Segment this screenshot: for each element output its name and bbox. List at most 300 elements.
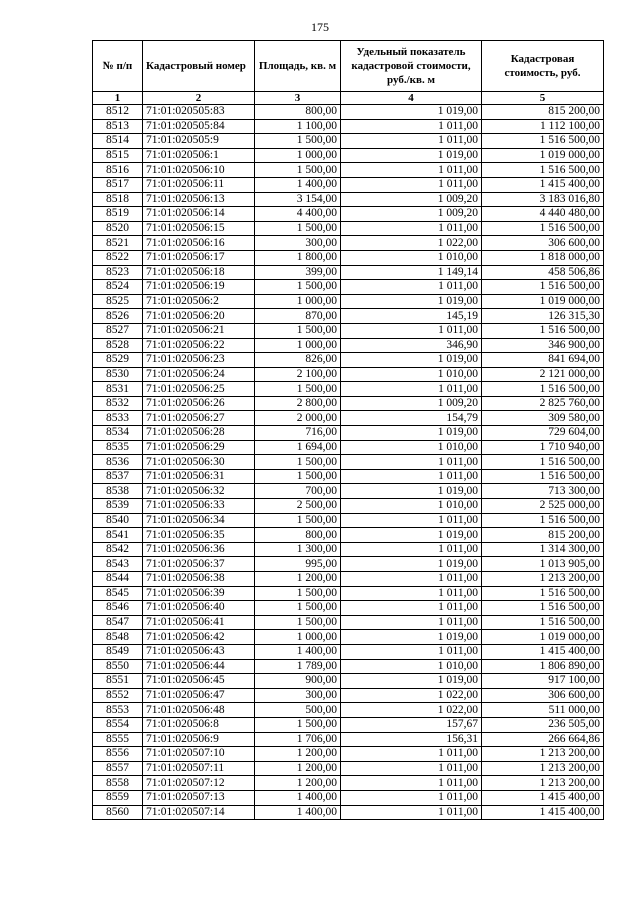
- cadastral-number: 71:01:020506:48: [143, 703, 255, 718]
- row-number: 8528: [93, 338, 143, 353]
- table-row: [93, 499, 604, 514]
- unit-value: 1 011,00: [341, 790, 482, 805]
- row-number: 8538: [93, 484, 143, 499]
- cadastral-value: 1 019 000,00: [482, 630, 604, 645]
- row-number: 8549: [93, 644, 143, 659]
- unit-value: 1 011,00: [341, 644, 482, 659]
- area-value: 1 000,00: [255, 630, 341, 645]
- row-number: 8529: [93, 353, 143, 368]
- cadastral-number: 71:01:020506:45: [143, 674, 255, 689]
- column-index: 3: [255, 92, 341, 105]
- row-number: 8550: [93, 659, 143, 674]
- cadastral-value: 1 806 890,00: [482, 659, 604, 674]
- column-index: 4: [341, 92, 482, 105]
- cadastral-number: 71:01:020506:16: [143, 236, 255, 251]
- area-value: 716,00: [255, 426, 341, 441]
- area-value: 1 200,00: [255, 776, 341, 791]
- unit-value: 1 011,00: [341, 163, 482, 178]
- unit-value: 1 011,00: [341, 177, 482, 192]
- area-value: 2 000,00: [255, 411, 341, 426]
- cadastral-number: 71:01:020506:15: [143, 221, 255, 236]
- cadastral-number: 71:01:020506:10: [143, 163, 255, 178]
- area-value: 1 500,00: [255, 280, 341, 295]
- unit-value: 1 011,00: [341, 323, 482, 338]
- unit-value: 145,19: [341, 309, 482, 324]
- row-number: 8558: [93, 776, 143, 791]
- table-row: [93, 747, 604, 762]
- row-number: 8513: [93, 119, 143, 134]
- row-number: 8520: [93, 221, 143, 236]
- cadastral-number: 71:01:020507:10: [143, 747, 255, 762]
- row-number: 8554: [93, 717, 143, 732]
- cadastral-number: 71:01:020506:44: [143, 659, 255, 674]
- table-row: [93, 396, 604, 411]
- cadastral-value: 1 516 500,00: [482, 586, 604, 601]
- row-number: 8537: [93, 469, 143, 484]
- cadastral-value: 917 100,00: [482, 674, 604, 689]
- unit-value: 157,67: [341, 717, 482, 732]
- table-row: [93, 382, 604, 397]
- area-value: 1 500,00: [255, 469, 341, 484]
- table-row: [93, 367, 604, 382]
- cadastral-value: 1 415 400,00: [482, 644, 604, 659]
- unit-value: 1 011,00: [341, 280, 482, 295]
- unit-value: 1 010,00: [341, 367, 482, 382]
- cadastral-number: 71:01:020506:38: [143, 572, 255, 587]
- row-number: 8544: [93, 572, 143, 587]
- table-body: [93, 105, 604, 820]
- cadastral-value: 713 300,00: [482, 484, 604, 499]
- area-value: 995,00: [255, 557, 341, 572]
- unit-value: 1 011,00: [341, 513, 482, 528]
- area-value: 800,00: [255, 105, 341, 120]
- unit-value: 346,90: [341, 338, 482, 353]
- area-value: 2 100,00: [255, 367, 341, 382]
- row-number: 8512: [93, 105, 143, 120]
- unit-value: 1 019,00: [341, 294, 482, 309]
- unit-value: 156,31: [341, 732, 482, 747]
- row-number: 8518: [93, 192, 143, 207]
- row-number: 8534: [93, 426, 143, 441]
- cadastral-value: 309 580,00: [482, 411, 604, 426]
- table-row: [93, 177, 604, 192]
- table-row: [93, 148, 604, 163]
- unit-value: 1 011,00: [341, 615, 482, 630]
- cadastral-value: 1 516 500,00: [482, 221, 604, 236]
- row-number: 8552: [93, 688, 143, 703]
- area-value: 2 500,00: [255, 499, 341, 514]
- table-row: [93, 134, 604, 149]
- cadastral-number: 71:01:020506:35: [143, 528, 255, 543]
- area-value: 300,00: [255, 236, 341, 251]
- cadastral-number: 71:01:020505:9: [143, 134, 255, 149]
- cadastral-value: 1 516 500,00: [482, 513, 604, 528]
- cadastral-number: 71:01:020506:8: [143, 717, 255, 732]
- table-row: [93, 717, 604, 732]
- table-row: [93, 469, 604, 484]
- cadastral-number: 71:01:020506:18: [143, 265, 255, 280]
- cadastral-number: 71:01:020506:17: [143, 250, 255, 265]
- area-value: 1 000,00: [255, 148, 341, 163]
- cadastral-value: 2 525 000,00: [482, 499, 604, 514]
- page-number: 175: [311, 20, 329, 34]
- table-row: [93, 703, 604, 718]
- cadastral-number: 71:01:020507:12: [143, 776, 255, 791]
- unit-value: 1 011,00: [341, 805, 482, 820]
- cadastral-value: 1 516 500,00: [482, 382, 604, 397]
- cadastral-value: 1 019 000,00: [482, 148, 604, 163]
- cadastral-value: 1 314 300,00: [482, 542, 604, 557]
- unit-value: 1 011,00: [341, 586, 482, 601]
- table-row: [93, 615, 604, 630]
- area-value: 1 694,00: [255, 440, 341, 455]
- row-number: 8555: [93, 732, 143, 747]
- row-number: 8541: [93, 528, 143, 543]
- unit-value: 1 011,00: [341, 134, 482, 149]
- cadastral-value: 1 516 500,00: [482, 469, 604, 484]
- column-index: 1: [93, 92, 143, 105]
- row-number: 8546: [93, 601, 143, 616]
- area-value: 1 789,00: [255, 659, 341, 674]
- unit-value: 1 009,20: [341, 396, 482, 411]
- cadastral-value: 2 121 000,00: [482, 367, 604, 382]
- area-value: 1 500,00: [255, 134, 341, 149]
- area-value: 1 300,00: [255, 542, 341, 557]
- column-index-row: [93, 92, 604, 105]
- table-row: [93, 484, 604, 499]
- unit-value: 1 019,00: [341, 528, 482, 543]
- row-number: 8535: [93, 440, 143, 455]
- area-value: 3 154,00: [255, 192, 341, 207]
- cadastral-number: 71:01:020506:36: [143, 542, 255, 557]
- area-value: 399,00: [255, 265, 341, 280]
- row-number: 8532: [93, 396, 143, 411]
- cadastral-number: 71:01:020506:43: [143, 644, 255, 659]
- area-value: 1 400,00: [255, 644, 341, 659]
- unit-value: 1 011,00: [341, 601, 482, 616]
- table-row: [93, 601, 604, 616]
- cadastral-number: 71:01:020506:2: [143, 294, 255, 309]
- cadastral-value: 458 506,86: [482, 265, 604, 280]
- unit-value: 1 022,00: [341, 703, 482, 718]
- cadastral-value: 1 213 200,00: [482, 572, 604, 587]
- cadastral-value: 1 516 500,00: [482, 134, 604, 149]
- area-value: 1 100,00: [255, 119, 341, 134]
- cadastral-value: 1 710 940,00: [482, 440, 604, 455]
- unit-value: 1 019,00: [341, 353, 482, 368]
- area-value: 1 400,00: [255, 790, 341, 805]
- area-value: 1 500,00: [255, 323, 341, 338]
- unit-value: 1 010,00: [341, 499, 482, 514]
- unit-value: 1 011,00: [341, 382, 482, 397]
- cadastral-value: 1 516 500,00: [482, 323, 604, 338]
- cadastral-number: 71:01:020506:13: [143, 192, 255, 207]
- cadastral-number: 71:01:020506:30: [143, 455, 255, 470]
- cadastral-number: 71:01:020506:22: [143, 338, 255, 353]
- table-row: [93, 338, 604, 353]
- cadastral-value: 1 516 500,00: [482, 615, 604, 630]
- cadastral-number: 71:01:020506:19: [143, 280, 255, 295]
- cadastral-number: 71:01:020506:31: [143, 469, 255, 484]
- cadastral-number: 71:01:020506:39: [143, 586, 255, 601]
- table-row: [93, 119, 604, 134]
- cadastral-number: 71:01:020506:25: [143, 382, 255, 397]
- area-value: 1 500,00: [255, 601, 341, 616]
- unit-value: 1 011,00: [341, 469, 482, 484]
- area-value: 4 400,00: [255, 207, 341, 222]
- cadastral-value: 1 818 000,00: [482, 250, 604, 265]
- table-row: [93, 761, 604, 776]
- row-number: 8527: [93, 323, 143, 338]
- unit-value: 1 011,00: [341, 221, 482, 236]
- cadastral-value: 2 825 760,00: [482, 396, 604, 411]
- area-value: 1 500,00: [255, 382, 341, 397]
- cadastral-value: 4 440 480,00: [482, 207, 604, 222]
- table-row: [93, 221, 604, 236]
- table-row: [93, 572, 604, 587]
- table-row: [93, 280, 604, 295]
- cadastral-value: 266 664,86: [482, 732, 604, 747]
- table-row: [93, 542, 604, 557]
- cadastral-number: 71:01:020507:11: [143, 761, 255, 776]
- unit-value: 1 010,00: [341, 659, 482, 674]
- cadastral-value: 1 516 500,00: [482, 280, 604, 295]
- area-value: 1 000,00: [255, 338, 341, 353]
- table-row: [93, 353, 604, 368]
- table-row: [93, 250, 604, 265]
- row-number: 8514: [93, 134, 143, 149]
- table-row: [93, 674, 604, 689]
- unit-value: 1 019,00: [341, 105, 482, 120]
- table-row: [93, 440, 604, 455]
- cadastral-number: 71:01:020506:14: [143, 207, 255, 222]
- cadastral-value: 1 415 400,00: [482, 790, 604, 805]
- row-number: 8515: [93, 148, 143, 163]
- cadastral-value: 306 600,00: [482, 688, 604, 703]
- cadastral-value: 815 200,00: [482, 528, 604, 543]
- cadastral-value: 1 213 200,00: [482, 747, 604, 762]
- row-number: 8519: [93, 207, 143, 222]
- cadastral-value: 1 112 100,00: [482, 119, 604, 134]
- header-cadastral-number: Кадастровый номер: [143, 41, 255, 92]
- cadastral-value-table: [92, 40, 604, 820]
- row-number: 8559: [93, 790, 143, 805]
- table-row: [93, 294, 604, 309]
- cadastral-value: 815 200,00: [482, 105, 604, 120]
- area-value: 1 200,00: [255, 572, 341, 587]
- row-number: 8556: [93, 747, 143, 762]
- header-row: [93, 41, 604, 92]
- area-value: 800,00: [255, 528, 341, 543]
- row-number: 8526: [93, 309, 143, 324]
- area-value: 1 200,00: [255, 761, 341, 776]
- unit-value: 1 022,00: [341, 236, 482, 251]
- cadastral-number: 71:01:020507:13: [143, 790, 255, 805]
- cadastral-value: 841 694,00: [482, 353, 604, 368]
- table-row: [93, 644, 604, 659]
- unit-value: 154,79: [341, 411, 482, 426]
- row-number: 8533: [93, 411, 143, 426]
- cadastral-number: 71:01:020506:20: [143, 309, 255, 324]
- header-unit-value: Удельный показатель кадастровой стоимости, руб./кв. м: [341, 41, 482, 92]
- cadastral-value: 1 415 400,00: [482, 805, 604, 820]
- area-value: 1 800,00: [255, 250, 341, 265]
- cadastral-number: 71:01:020506:40: [143, 601, 255, 616]
- cadastral-number: 71:01:020506:41: [143, 615, 255, 630]
- row-number: 8522: [93, 250, 143, 265]
- row-number: 8531: [93, 382, 143, 397]
- row-number: 8547: [93, 615, 143, 630]
- cadastral-number: 71:01:020506:28: [143, 426, 255, 441]
- area-value: 900,00: [255, 674, 341, 689]
- unit-value: 1 019,00: [341, 557, 482, 572]
- cadastral-number: 71:01:020506:42: [143, 630, 255, 645]
- area-value: 826,00: [255, 353, 341, 368]
- table-row: [93, 163, 604, 178]
- unit-value: 1 019,00: [341, 630, 482, 645]
- row-number: 8560: [93, 805, 143, 820]
- row-number: 8543: [93, 557, 143, 572]
- row-number: 8540: [93, 513, 143, 528]
- table-row: [93, 586, 604, 601]
- row-number: 8521: [93, 236, 143, 251]
- table-row: [93, 411, 604, 426]
- area-value: 1 500,00: [255, 163, 341, 178]
- unit-value: 1 019,00: [341, 674, 482, 689]
- cadastral-number: 71:01:020506:21: [143, 323, 255, 338]
- table-row: [93, 688, 604, 703]
- table-row: [93, 309, 604, 324]
- row-number: 8542: [93, 542, 143, 557]
- cadastral-number: 71:01:020506:32: [143, 484, 255, 499]
- table-row: [93, 528, 604, 543]
- cadastral-number: 71:01:020505:83: [143, 105, 255, 120]
- area-value: 1 500,00: [255, 455, 341, 470]
- table-row: [93, 265, 604, 280]
- row-number: 8536: [93, 455, 143, 470]
- cadastral-number: 71:01:020506:33: [143, 499, 255, 514]
- area-value: 1 500,00: [255, 717, 341, 732]
- area-value: 1 500,00: [255, 513, 341, 528]
- table-row: [93, 236, 604, 251]
- cadastral-number: 71:01:020506:27: [143, 411, 255, 426]
- cadastral-value: 1 213 200,00: [482, 776, 604, 791]
- area-value: 1 500,00: [255, 586, 341, 601]
- cadastral-value: 1 019 000,00: [482, 294, 604, 309]
- header-number: № п/п: [93, 41, 143, 92]
- unit-value: 1 019,00: [341, 484, 482, 499]
- table-row: [93, 776, 604, 791]
- row-number: 8523: [93, 265, 143, 280]
- table-row: [93, 192, 604, 207]
- area-value: 1 000,00: [255, 294, 341, 309]
- row-number: 8530: [93, 367, 143, 382]
- table-row: [93, 513, 604, 528]
- cadastral-number: 71:01:020505:84: [143, 119, 255, 134]
- cadastral-number: 71:01:020506:34: [143, 513, 255, 528]
- cadastral-value: 729 604,00: [482, 426, 604, 441]
- table-row: [93, 805, 604, 820]
- table-row: [93, 732, 604, 747]
- area-value: 500,00: [255, 703, 341, 718]
- area-value: 1 500,00: [255, 221, 341, 236]
- cadastral-number: 71:01:020506:11: [143, 177, 255, 192]
- table-header: [93, 41, 604, 105]
- unit-value: 1 009,20: [341, 207, 482, 222]
- unit-value: 1 010,00: [341, 440, 482, 455]
- cadastral-value: 1 013 905,00: [482, 557, 604, 572]
- row-number: 8516: [93, 163, 143, 178]
- row-number: 8548: [93, 630, 143, 645]
- unit-value: 1 011,00: [341, 776, 482, 791]
- area-value: 1 200,00: [255, 747, 341, 762]
- cadastral-number: 71:01:020506:1: [143, 148, 255, 163]
- cadastral-number: 71:01:020506:9: [143, 732, 255, 747]
- area-value: 1 500,00: [255, 615, 341, 630]
- cadastral-number: 71:01:020506:23: [143, 353, 255, 368]
- area-value: 1 400,00: [255, 177, 341, 192]
- area-value: 1 706,00: [255, 732, 341, 747]
- header-area: Площадь, кв. м: [255, 41, 341, 92]
- unit-value: 1 011,00: [341, 119, 482, 134]
- row-number: 8557: [93, 761, 143, 776]
- cadastral-value: 1 516 500,00: [482, 163, 604, 178]
- unit-value: 1 019,00: [341, 426, 482, 441]
- table-row: [93, 105, 604, 120]
- cadastral-value: 1 213 200,00: [482, 761, 604, 776]
- header-cadastral-value: Кадастровая стоимость, руб.: [482, 41, 604, 92]
- unit-value: 1 149,14: [341, 265, 482, 280]
- area-value: 2 800,00: [255, 396, 341, 411]
- row-number: 8524: [93, 280, 143, 295]
- unit-value: 1 019,00: [341, 148, 482, 163]
- row-number: 8551: [93, 674, 143, 689]
- table-row: [93, 557, 604, 572]
- row-number: 8545: [93, 586, 143, 601]
- row-number: 8525: [93, 294, 143, 309]
- table-row: [93, 207, 604, 222]
- cadastral-number: 71:01:020506:24: [143, 367, 255, 382]
- cadastral-number: 71:01:020506:26: [143, 396, 255, 411]
- unit-value: 1 010,00: [341, 250, 482, 265]
- cadastral-number: 71:01:020507:14: [143, 805, 255, 820]
- unit-value: 1 011,00: [341, 747, 482, 762]
- cadastral-number: 71:01:020506:47: [143, 688, 255, 703]
- row-number: 8539: [93, 499, 143, 514]
- column-index: 2: [143, 92, 255, 105]
- cadastral-value: 1 516 500,00: [482, 455, 604, 470]
- area-value: 1 400,00: [255, 805, 341, 820]
- cadastral-value: 306 600,00: [482, 236, 604, 251]
- cadastral-number: 71:01:020506:29: [143, 440, 255, 455]
- row-number: 8517: [93, 177, 143, 192]
- unit-value: 1 009,20: [341, 192, 482, 207]
- unit-value: 1 011,00: [341, 761, 482, 776]
- cadastral-value: 3 183 016,80: [482, 192, 604, 207]
- cadastral-value: 1 516 500,00: [482, 601, 604, 616]
- row-number: 8553: [93, 703, 143, 718]
- cadastral-value: 1 415 400,00: [482, 177, 604, 192]
- area-value: 300,00: [255, 688, 341, 703]
- table-row: [93, 790, 604, 805]
- table-row: [93, 659, 604, 674]
- unit-value: 1 022,00: [341, 688, 482, 703]
- table-row: [93, 455, 604, 470]
- area-value: 870,00: [255, 309, 341, 324]
- table-row: [93, 630, 604, 645]
- unit-value: 1 011,00: [341, 542, 482, 557]
- area-value: 700,00: [255, 484, 341, 499]
